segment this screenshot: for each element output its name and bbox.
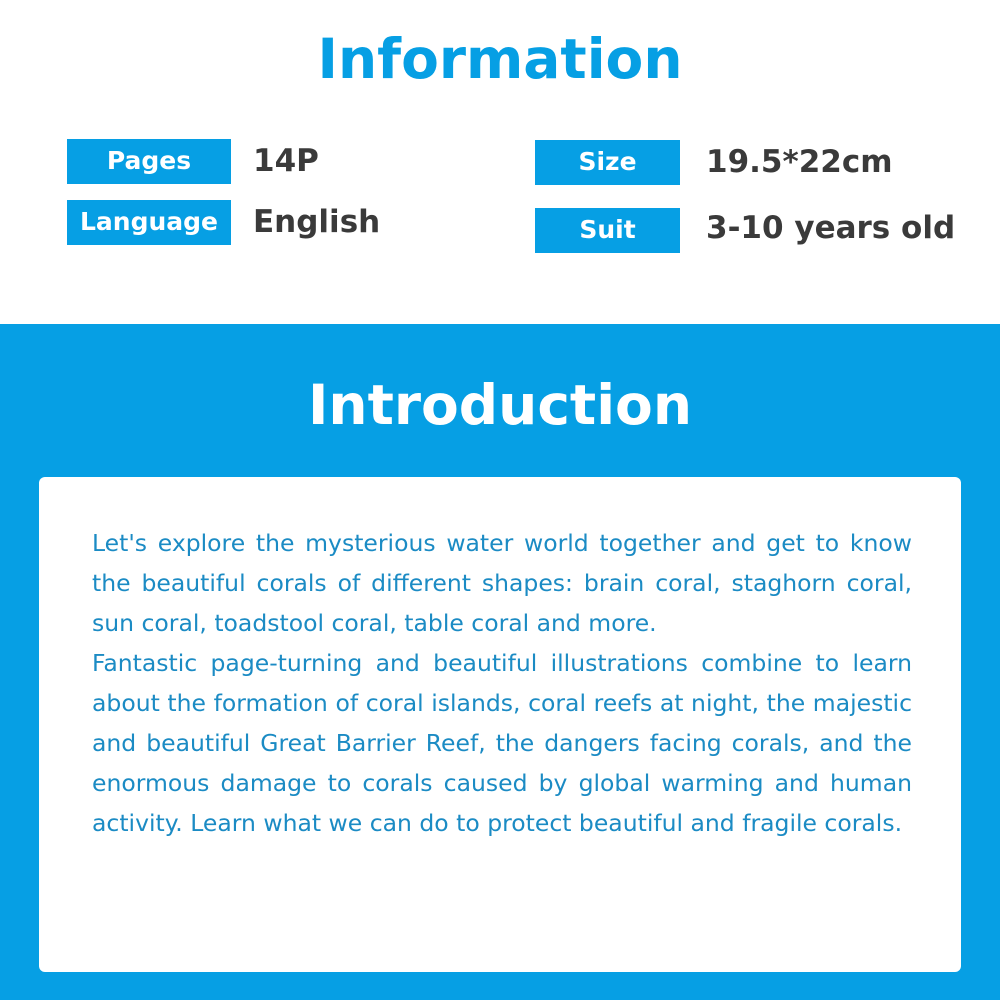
intro-paragraph: Fantastic page-turning and beautiful illustrations combine to learn about the formation of coral islands, coral reefs at night, the majestic and beautiful Great Barrier Reef, the dangers facing corals, and the enormous damage to corals caused by global warming and human activity. Learn what we can do to protect beautiful and fragile corals. [92, 649, 912, 837]
size-value: 19.5*22cm [706, 144, 893, 180]
suit-value: 3-10 years old [706, 210, 956, 246]
pages-label: Pages [67, 139, 231, 184]
suit-label: Suit [535, 208, 680, 253]
introduction-card [39, 477, 961, 972]
intro-paragraph: Let's explore the mysterious water world together and get to know the beautiful corals of different shapes: brain coral, staghorn coral, sun coral, toadstool coral, table coral and more. [92, 529, 912, 637]
information-section [0, 0, 1000, 324]
information-title: Information [317, 27, 683, 91]
language-value: English [253, 204, 381, 240]
introduction-section [0, 324, 1000, 1000]
introduction-text [92, 523, 912, 843]
size-label: Size [535, 140, 680, 185]
language-label: Language [67, 200, 231, 245]
pages-value: 14P [253, 143, 319, 179]
introduction-title: Introduction [307, 373, 693, 437]
